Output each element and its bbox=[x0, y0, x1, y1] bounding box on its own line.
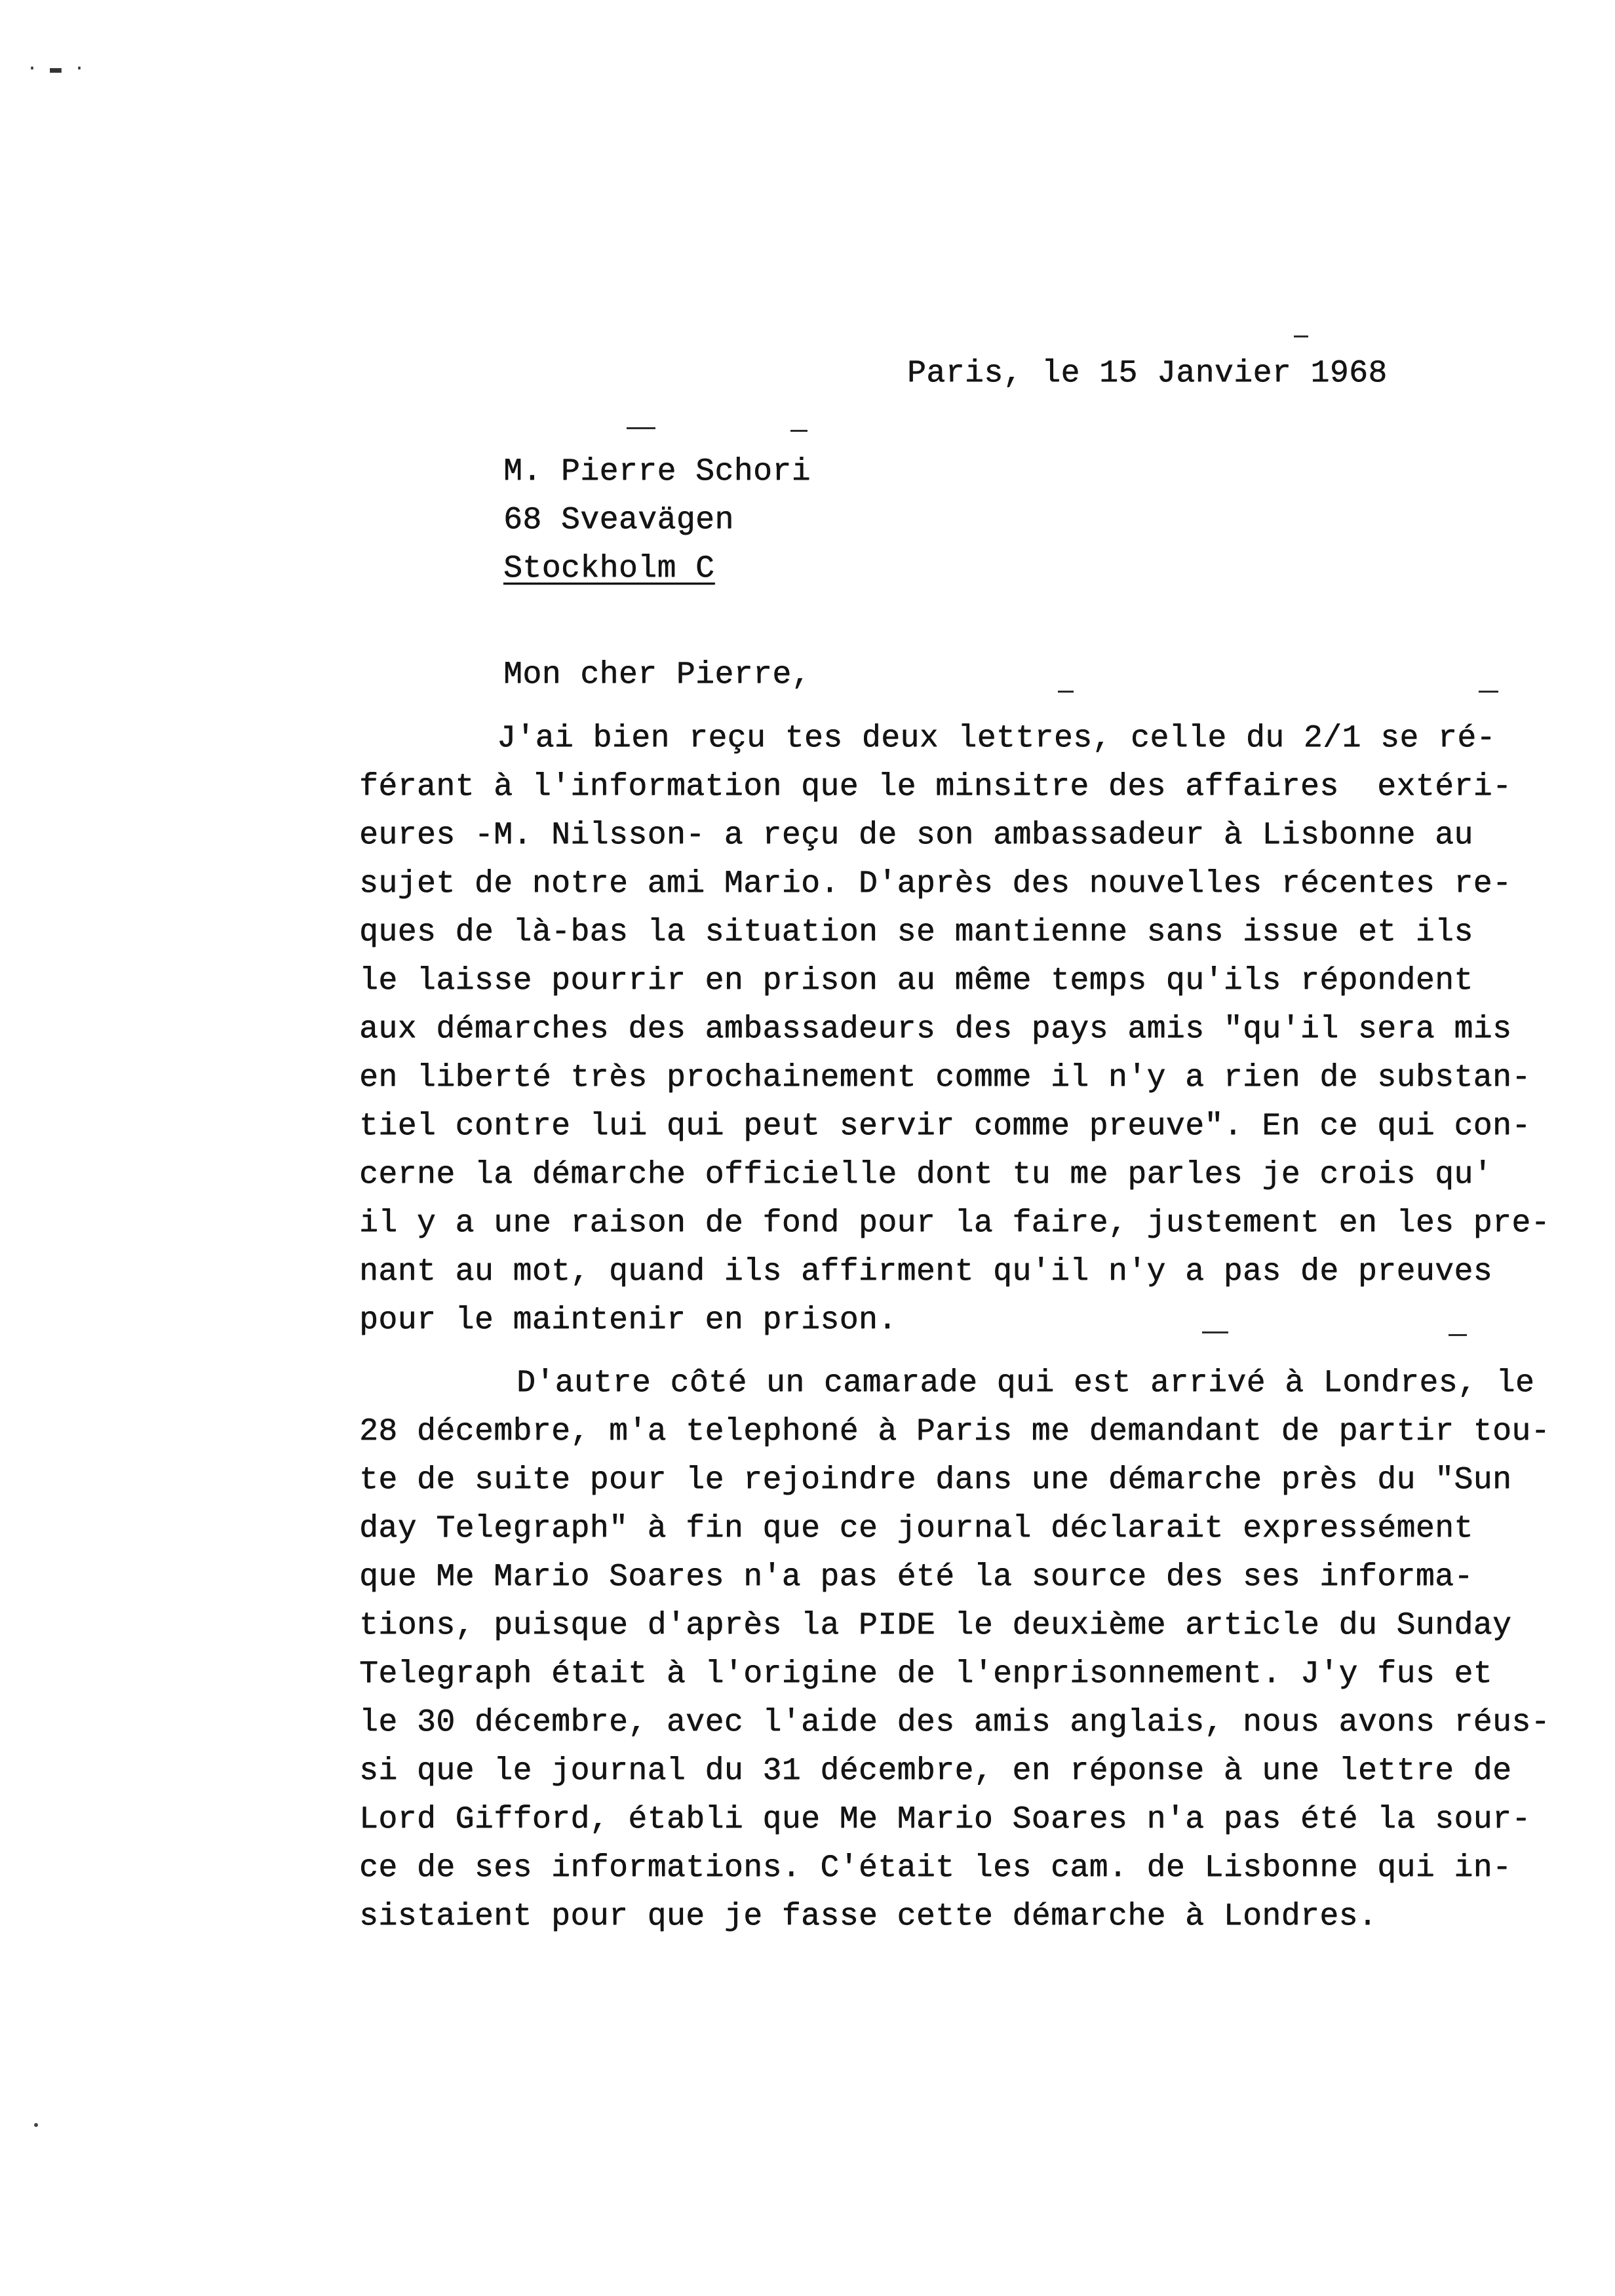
stray-mark bbox=[1294, 335, 1308, 337]
salutation: Mon cher Pierre, bbox=[503, 657, 811, 693]
text-line: day Telegraph" à fin que ce journal déclarait expressément bbox=[359, 1511, 1473, 1546]
recipient-name: M. Pierre Schori bbox=[503, 454, 811, 489]
text-line: le laisse pourrir en prison au même temps qu'ils répondent bbox=[359, 963, 1473, 999]
text-line: pour le maintenir en prison. bbox=[359, 1303, 897, 1338]
paragraph-2 bbox=[359, 1359, 1572, 1941]
text-line: ques de là-bas la situation se mantienne sans issue et ils bbox=[359, 915, 1473, 950]
stray-mark bbox=[790, 430, 808, 432]
stray-mark bbox=[1058, 691, 1074, 693]
text-line: que Me Mario Soares n'a pas été la source des ses informa- bbox=[359, 1559, 1473, 1595]
text-line: ce de ses informations. C'était les cam. de Lisbonne qui in- bbox=[359, 1850, 1512, 1886]
text-line: D'autre côté un camarade qui est arrivé à Londres, le bbox=[516, 1366, 1535, 1401]
stray-mark bbox=[1479, 691, 1498, 693]
text-line: en liberté très prochainement comme il n'y a rien de substan- bbox=[359, 1060, 1531, 1096]
margin-dot bbox=[34, 2123, 38, 2127]
text-line: il y a une raison de fond pour la faire, justement en les pre- bbox=[359, 1206, 1550, 1241]
recipient-street: 68 Sveavägen bbox=[503, 503, 734, 538]
text-line: nant au mot, quand ils affirment qu'il n'y a pas de preuves bbox=[359, 1254, 1492, 1290]
text-line: Telegraph était à l'origine de l'enprisonnement. J'y fus et bbox=[359, 1656, 1492, 1692]
text-line: aux démarches des ambassadeurs des pays amis "qu'il sera mis bbox=[359, 1012, 1512, 1047]
letter-date: Paris, le 15 Janvier 1968 bbox=[907, 356, 1388, 391]
text-line: Lord Gifford, établi que Me Mario Soares n'a pas été la sour- bbox=[359, 1802, 1531, 1837]
text-line: sistaient pour que je fasse cette démarche à Londres. bbox=[359, 1899, 1378, 1934]
text-line: tiel contre lui qui peut servir comme preuve". En ce qui con- bbox=[359, 1109, 1531, 1144]
text-line: férant à l'information que le minsitre des affaires extéri- bbox=[359, 769, 1512, 805]
text-line: le 30 décembre, avec l'aide des amis anglais, nous avons réus- bbox=[359, 1705, 1550, 1740]
text-line: sujet de notre ami Mario. D'après des nouvelles récentes re- bbox=[359, 866, 1512, 902]
text-line: si que le journal du 31 décembre, en réponse à une lettre de bbox=[359, 1753, 1512, 1789]
text-line: cerne la démarche officielle dont tu me parles je crois qu' bbox=[359, 1157, 1492, 1193]
text-line: eures -M. Nilsson- a reçu de son ambassadeur à Lisbonne au bbox=[359, 818, 1473, 853]
recipient-city: Stockholm C bbox=[503, 551, 715, 586]
text-line: J'ai bien reçu tes deux lettres, celle du 2/1 se ré- bbox=[497, 721, 1496, 756]
paragraph-1 bbox=[359, 714, 1572, 1345]
text-line: tions, puisque d'après la PIDE le deuxième article du Sunday bbox=[359, 1608, 1512, 1643]
stray-mark bbox=[627, 427, 655, 429]
text-line: te de suite pour le rejoindre dans une démarche près du "Sun bbox=[359, 1463, 1512, 1498]
corner-mark: · ▬ · bbox=[26, 58, 86, 80]
text-line: 28 décembre, m'a telephoné à Paris me demandant de partir tou- bbox=[359, 1414, 1550, 1449]
